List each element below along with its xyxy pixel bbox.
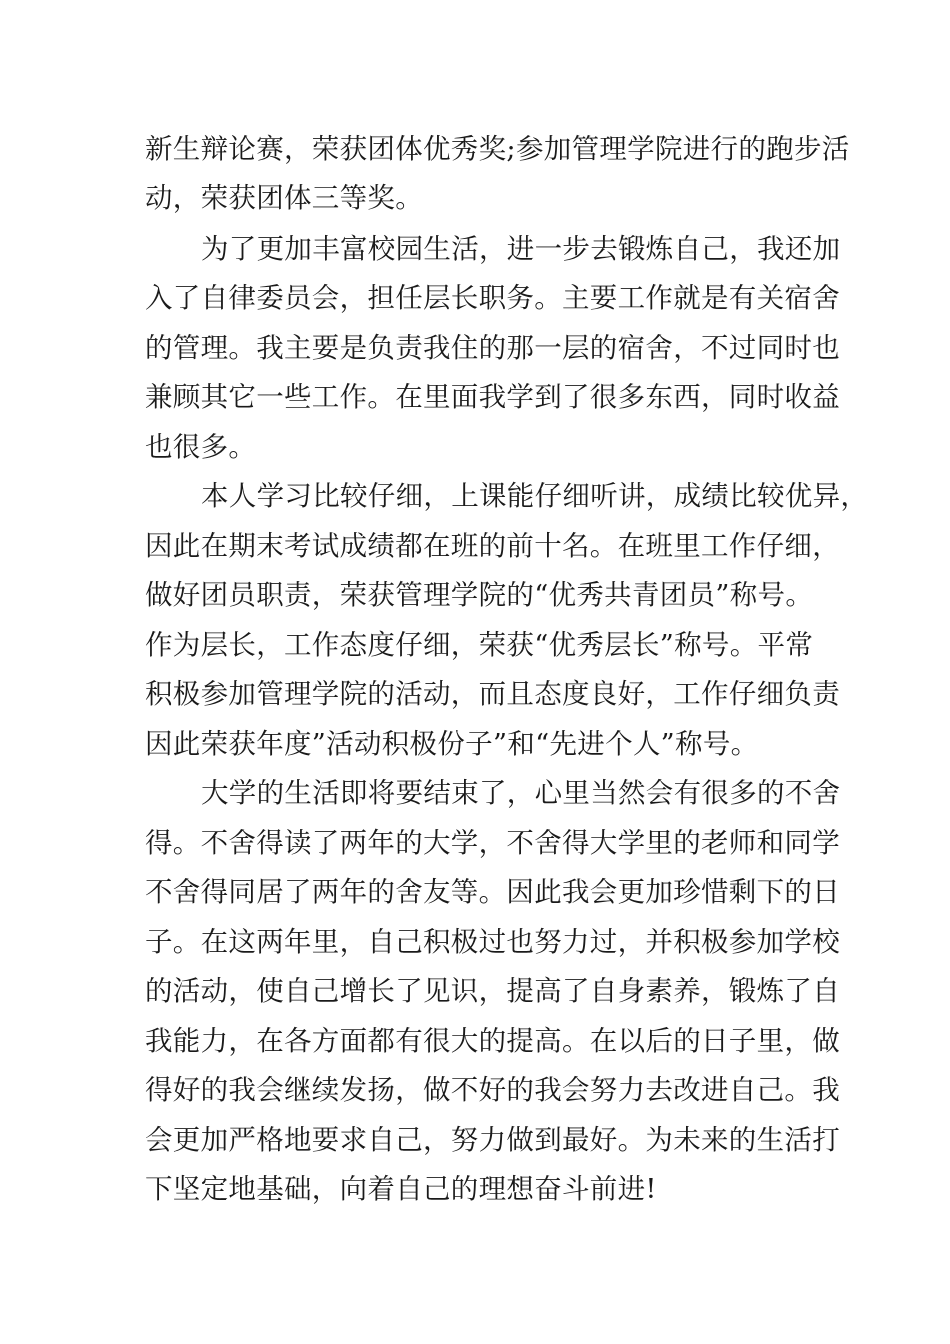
text-line: 下坚定地基础，向着自己的理想奋斗前进! xyxy=(145,1173,657,1205)
text-line: 得好的我会继续发扬，做不好的我会努力去改进自己。我 xyxy=(145,1074,840,1106)
text-line: 不舍得同居了两年的舍友等。因此我会更加珍惜剩下的日 xyxy=(145,876,840,908)
text-line: 做好团员职责，荣获管理学院的“优秀共青团员”称号。 xyxy=(145,579,814,611)
text-line: 动，荣获团体三等奖。 xyxy=(145,182,423,214)
paragraph-first-line: 为了更加丰富校园生活，进一步去锻炼自己，我还加 xyxy=(201,233,841,265)
paragraph-first-line: 本人学习比较仔细，上课能仔细听讲，成绩比较优异， xyxy=(201,480,869,512)
text-line: 子。在这两年里，自己积极过也努力过，并积极参加学校 xyxy=(145,926,840,958)
text-line: 会更加严格地要求自己，努力做到最好。为未来的生活打 xyxy=(145,1124,840,1156)
text-line: 入了自律委员会，担任层长职务。主要工作就是有关宿舍 xyxy=(145,282,840,314)
paragraph-first-line: 大学的生活即将要结束了，心里当然会有很多的不舍 xyxy=(201,777,841,809)
text-line: 积极参加管理学院的活动，而且态度良好，工作仔细负责 xyxy=(145,678,840,710)
text-line: 作为层长，工作态度仔细，荣获“优秀层长”称号。平常 xyxy=(145,629,814,661)
text-line: 新生辩论赛，荣获团体优秀奖;参加管理学院进行的跑步活 xyxy=(145,133,850,165)
text-line: 也很多。 xyxy=(145,431,257,463)
text-line: 我能力，在各方面都有很大的提高。在以后的日子里，做 xyxy=(145,1025,840,1057)
text-line: 的管理。我主要是负责我住的那一层的宿舍，不过同时也 xyxy=(145,332,840,364)
text-line: 因此荣获年度”活动积极份子”和“先进个人”称号。 xyxy=(145,728,759,760)
text-line: 因此在期末考试成绩都在班的前十名。在班里工作仔细， xyxy=(145,530,840,562)
text-line: 兼顾其它一些工作。在里面我学到了很多东西，同时收益 xyxy=(145,381,840,413)
text-line: 得。不舍得读了两年的大学，不舍得大学里的老师和同学 xyxy=(145,827,840,859)
text-line: 的活动，使自己增长了见识，提高了自身素养，锻炼了自 xyxy=(145,975,840,1007)
